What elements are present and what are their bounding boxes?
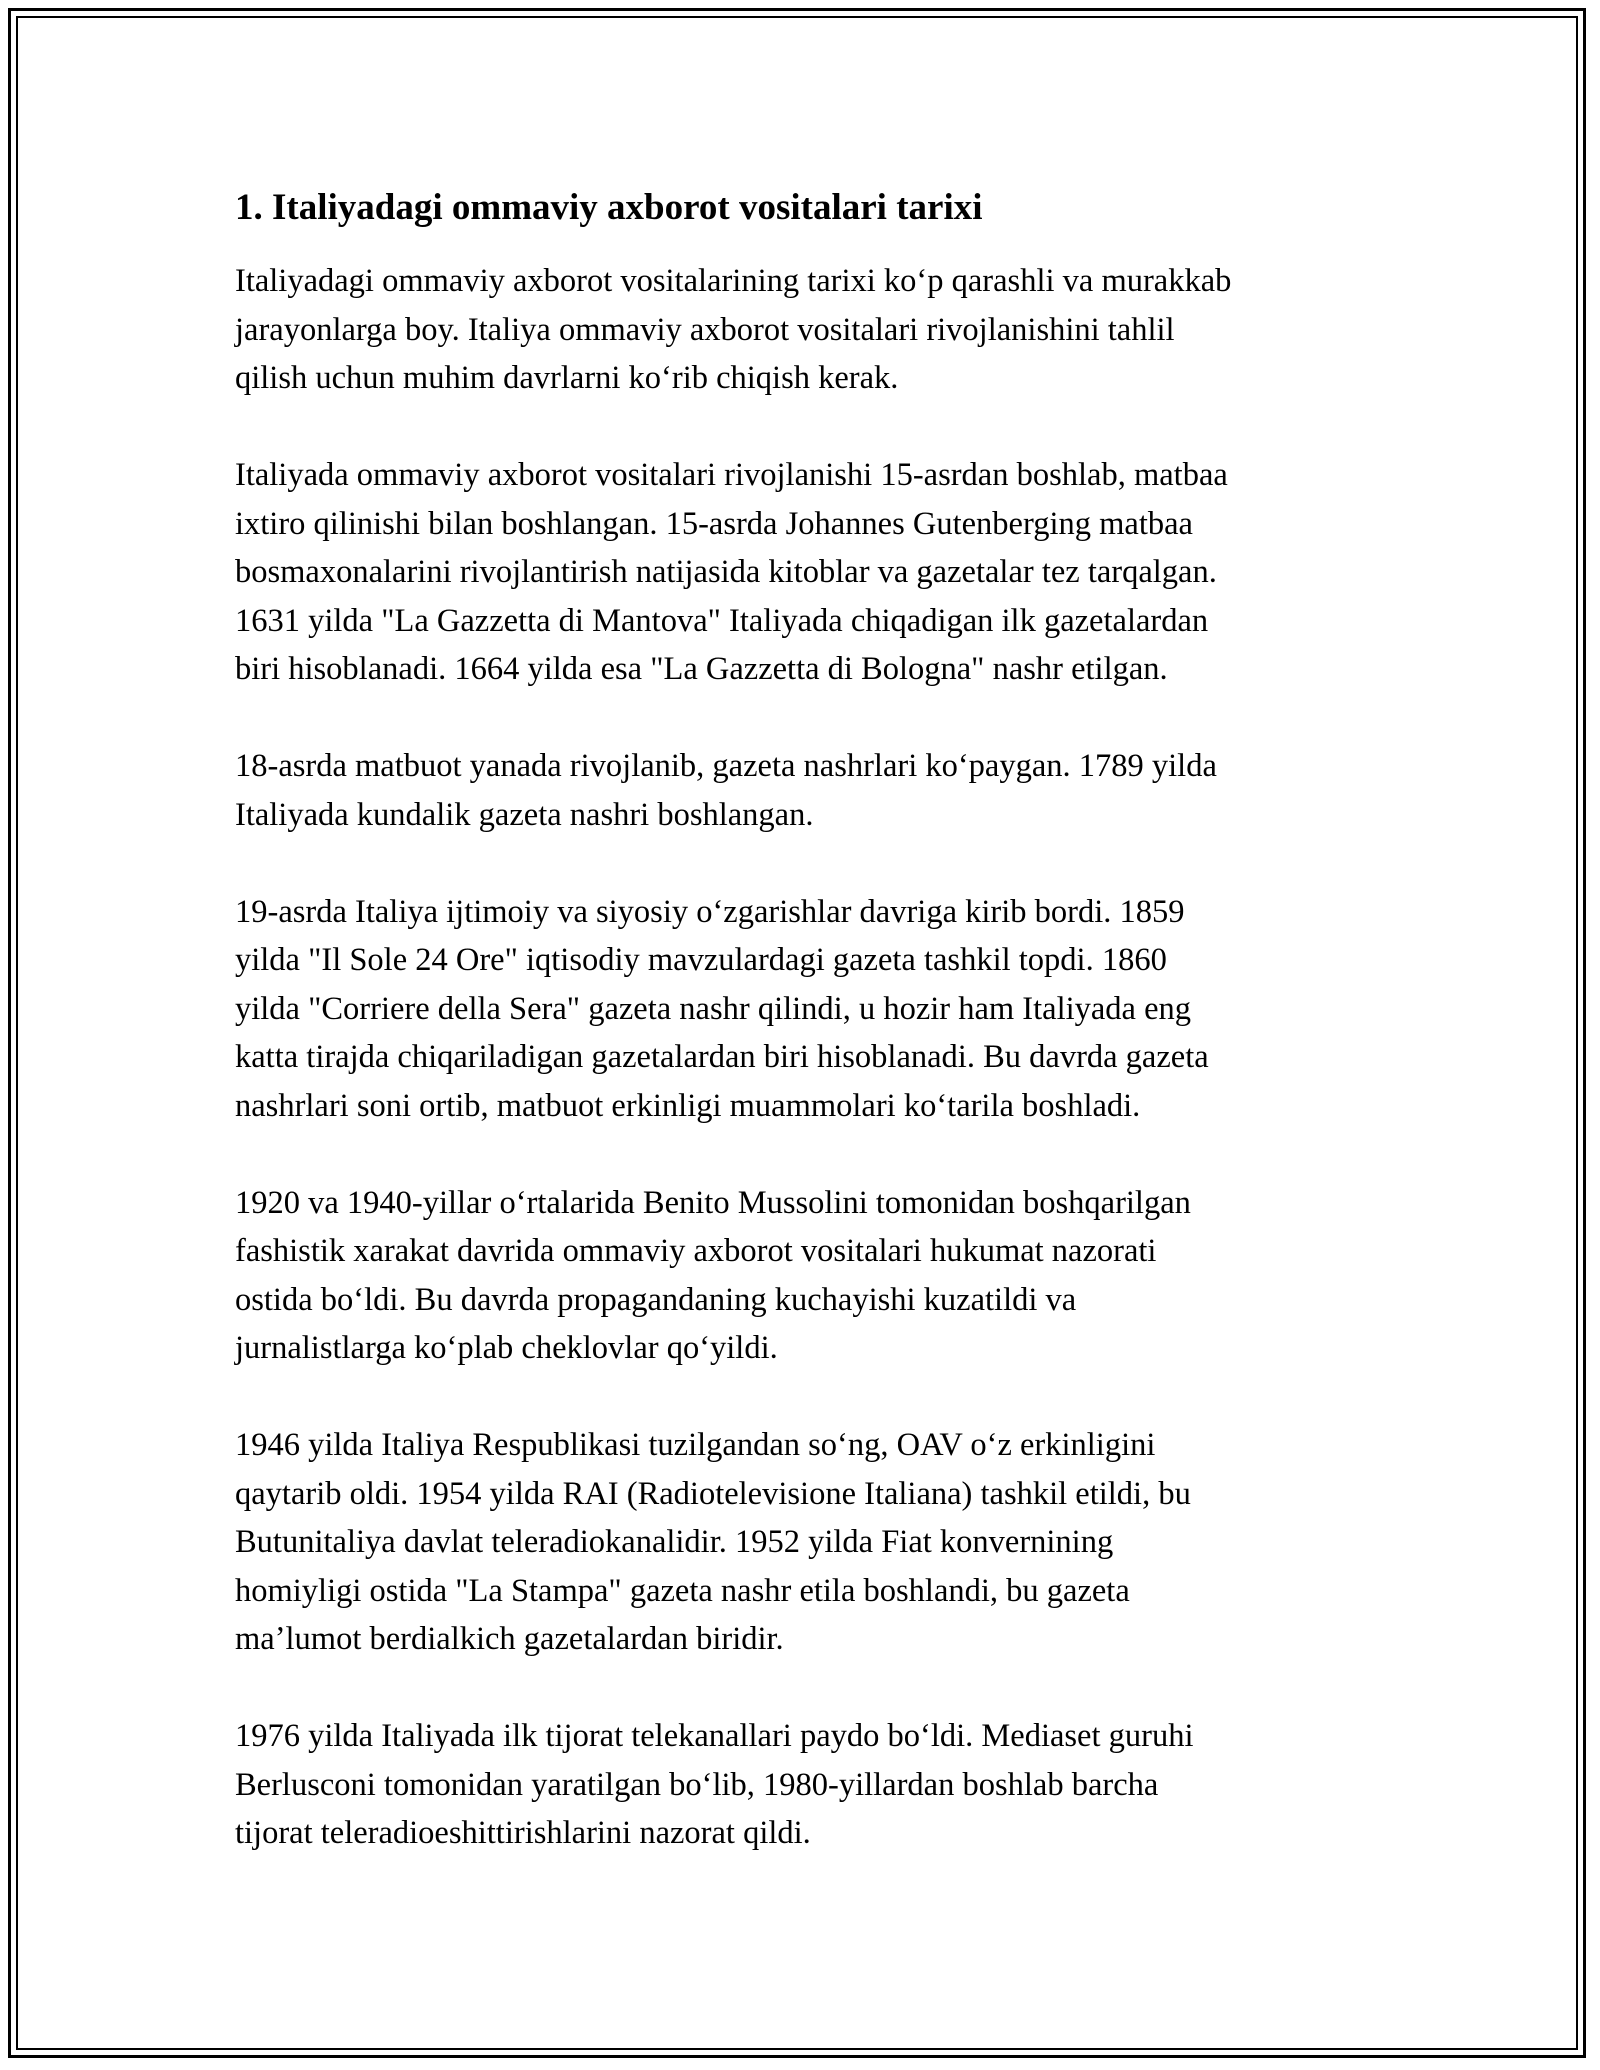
text-line: jarayonlarga boy. Italiya ommaviy axborot vositalari rivojlanishini tahlil <box>235 311 1175 348</box>
document-body <box>235 185 1375 1906</box>
text-line: 18-asrda matbuot yanada rivojlanib, gazeta nashrlari koʻpaygan. 1789 yilda <box>235 748 1217 784</box>
text-line: homiyligi ostida "La Stampa" gazeta nashr etila boshlandi, bu gazeta <box>235 1572 1130 1609</box>
text-line: tijorat teleradioeshittirishlarini nazorat qildi. <box>235 1815 811 1851</box>
text-line: qilish uchun muhim davrlarni koʻrib chiqish kerak. <box>235 360 899 396</box>
text-line: bosmaxonalarini rivojlantirish natijasida kitoblar va gazetalar tez tarqalgan. <box>235 554 1217 590</box>
text-line: Butunitaliya davlat teleradiokanalidir. 1952 yilda Fiat konvernining <box>235 1524 1114 1560</box>
paragraph <box>235 742 1375 839</box>
text-line: fashistik xarakat davrida ommaviy axborot vositalari hukumat nazorati <box>235 1233 1157 1269</box>
text-line: ixtiro qilinishi bilan boshlangan. 15-asrda Johannes Gutenberging matbaa <box>235 505 1193 542</box>
text-line: 19-asrda Italiya ijtimoiy va siyosiy oʻzgarishlar davriga kirib bordi. 1859 <box>235 893 1185 930</box>
paragraph <box>235 1712 1375 1858</box>
text-line: Italiyada kundalik gazeta nashri boshlangan. <box>235 796 814 833</box>
text-line: Italiyada ommaviy axborot vositalari rivojlanishi 15-asrdan boshlab, matbaa <box>235 457 1228 493</box>
text-line: yilda "Corriere della Sera" gazeta nashr qilindi, u hozir ham Italiyada eng <box>235 990 1192 1027</box>
text-line: Italiyadagi ommaviy axborot vositalarining tarixi koʻp qarashli va murakkab <box>235 263 1232 299</box>
section-heading: 1. Italiyadagi ommaviy axborot vositalari tarixi <box>235 187 983 228</box>
text-line: 1631 yilda "La Gazzetta di Mantova" Italiyada chiqadigan ilk gazetalardan <box>235 602 1209 639</box>
text-line: ostida boʻldi. Bu davrda propagandaning kuchayishi kuzatildi va <box>235 1281 1077 1318</box>
paragraph <box>235 888 1375 1131</box>
text-line: qaytarib oldi. 1954 yilda RAI (Radiotelevisione Italiana) tashkil etildi, bu <box>235 1475 1191 1512</box>
paragraph <box>235 1179 1375 1373</box>
text-line: katta tirajda chiqariladigan gazetalardan biri hisoblanadi. Bu davrda gazeta <box>235 1039 1209 1075</box>
text-line: 1946 yilda Italiya Respublikasi tuzilgandan soʻng, OAV oʻz erkinligini <box>235 1427 1156 1463</box>
text-line: jurnalistlarga koʻplab cheklovlar qoʻyildi. <box>235 1330 778 1366</box>
text-line: yilda "Il Sole 24 Ore" iqtisodiy mavzulardagi gazeta tashkil topdi. 1860 <box>235 942 1167 978</box>
paragraph <box>235 257 1375 403</box>
paragraph <box>235 1421 1375 1664</box>
text-line: nashrlari soni ortib, matbuot erkinligi muammolari koʻtarila boshladi. <box>235 1087 1141 1124</box>
text-line: Berlusconi tomonidan yaratilgan boʻlib, 1980-yillardan boshlab barcha <box>235 1766 1159 1803</box>
text-line: 1920 va 1940-yillar oʻrtalarida Benito Mussolini tomonidan boshqarilgan <box>235 1184 1191 1221</box>
text-line: 1976 yilda Italiyada ilk tijorat telekanallari paydo boʻldi. Mediaset guruhi <box>235 1718 1194 1754</box>
text-line: biri hisoblanadi. 1664 yilda esa "La Gazzetta di Bologna" nashr etilgan. <box>235 651 1168 687</box>
paragraph <box>235 451 1375 694</box>
paragraphs-container <box>235 257 1375 1858</box>
text-line: maʼlumot berdialkich gazetalardan biridir. <box>235 1621 784 1657</box>
